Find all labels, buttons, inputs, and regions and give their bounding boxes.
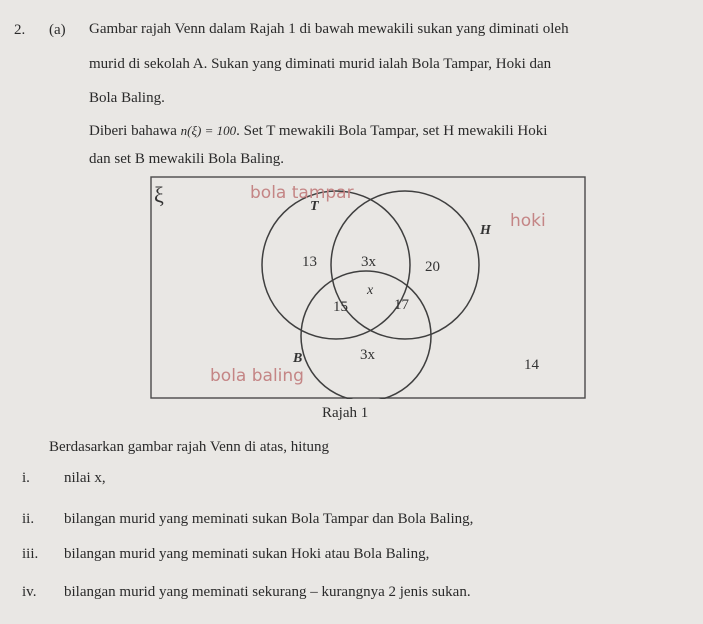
given-formula: n(ξ) = 100 — [180, 123, 237, 138]
intro-line-1: Gambar rajah Venn dalam Rajah 1 di bawah mewakili sukan yang diminati oleh — [89, 21, 569, 37]
handwritten-hoki: hoki — [510, 211, 546, 231]
given-line — [89, 117, 547, 145]
item-num-i: i. — [22, 470, 30, 486]
handwritten-baling: bola baling — [210, 366, 304, 386]
figure-caption: Rajah 1 — [322, 405, 369, 421]
label-T: T — [310, 199, 319, 214]
item-text-iv: bilangan murid yang meminati sekurang – kurangnya 2 jenis sukan. — [64, 584, 471, 600]
region-T-H: 3x — [361, 254, 376, 270]
label-H: H — [480, 223, 491, 238]
region-T-B: 15 — [333, 299, 348, 315]
region-H-B: 17 — [394, 297, 409, 313]
instruction: Berdasarkan gambar rajah Venn di atas, hitung — [49, 439, 330, 455]
item-text-ii: bilangan murid yang meminati sukan Bola Tampar dan Bola Baling, — [64, 511, 474, 527]
venn-svg — [150, 176, 586, 399]
item-num-iv: iv. — [22, 584, 37, 600]
circle-H — [331, 191, 479, 339]
label-B: B — [293, 351, 303, 366]
region-outside: 14 — [524, 357, 539, 373]
region-T-only: 13 — [302, 254, 317, 270]
circle-T — [262, 191, 410, 339]
question-part: (a) — [49, 22, 66, 38]
intro-line-2: murid di sekolah A. Sukan yang diminati murid ialah Bola Tampar, Hoki dan — [89, 56, 552, 72]
venn-diagram — [150, 176, 586, 399]
region-B-only: 3x — [360, 347, 375, 363]
item-text-iii: bilangan murid yang meminati sukan Hoki atau Bola Baling, — [64, 546, 430, 562]
given-line-2: dan set B mewakili Bola Baling. — [89, 151, 284, 167]
item-num-ii: ii. — [22, 511, 35, 527]
given-suffix: . Set T mewakili Bola Tampar, set H mewakili Hoki — [236, 123, 548, 139]
question-number: 2. — [14, 22, 26, 38]
circle-B — [301, 271, 431, 399]
intro-line-3: Bola Baling. — [89, 90, 165, 106]
given-prefix: Diberi bahawa — [89, 123, 177, 139]
region-H-only: 20 — [425, 259, 440, 275]
handwritten-tampar: bola tampar — [250, 183, 354, 203]
item-num-iii: iii. — [22, 546, 39, 562]
universal-symbol: ξ — [154, 182, 164, 207]
item-text-i: nilai x, — [64, 470, 106, 486]
region-all: x — [367, 283, 374, 298]
